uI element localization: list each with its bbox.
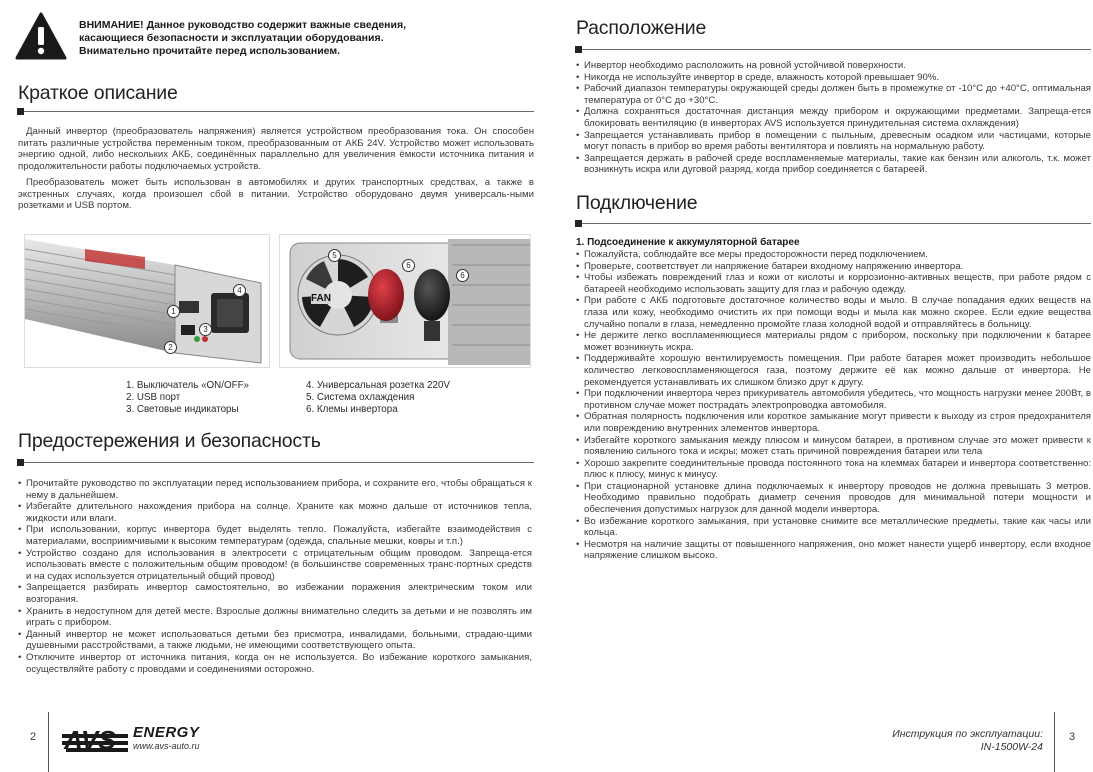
brief-rule-mark [17,108,24,115]
brief-paragraph: Преобразователь может быть использован в автомобилях и других транспортных средствах, а также в экстренных случаях, когда произошел сбой в питании. Устройство оборудовано двумя универсаль-ными розетками и USB портом. [18,177,534,212]
list-item: • Запрещается держать в рабочей среде воспламеняемые материалы, такие как бензин или алкоголь, т.к. может возникнуть искра или дуговой разряд, когда прибор соединяется с батареей. [576,153,1091,176]
warning-box [15,12,535,70]
list-item: • Хорошо закрепите соединительные провода постоянного тока на клеммах батареи и инвертора соответственно: плюс к плюсу, минус к минусу. [576,458,1091,481]
list-item: • Чтобы избежать повреждений глаз и кожи от кислоты и коррозионно-активных веществ, при работе рядом с батареей необходимо использовать защиту для глаз и рабочую одежду. [576,272,1091,295]
safety-list [18,478,532,675]
right-page [546,0,1093,772]
warning-line: касающиеся безопасности и эксплуатации оборудования. [79,32,384,44]
fan-label: FAN [311,293,331,304]
list-item: • Данный инвертор не может использоваться детьми без присмотра, инвалидами, больными, страдаю-щими душевными расстройствами, а также людьми, не имеющими соответствующего опыта. [18,629,532,652]
list-item: • Обратная полярность подключения или короткое замыкание могут привести к выходу из строя предохранителя или повреждению внутренних элементов инвертора. [576,411,1091,434]
list-item: • При стационарной установке длина подключаемых к инвертору проводов не должна превышать 3 метров. Необходимо правильно подобрать диаметр сечения проводов для минимальной потери мощности и обеспечения допустимых нагрузок для данной модели инвертора. [576,481,1091,516]
callout: 6 [402,259,415,272]
legend-item: 4. Универсальная розетка 220V [306,380,450,391]
brief-paragraph: Данный инвертор (преобразователь напряжения) является устройством преобразования тока. Он способен питать различные устройства переменным током, преобразованным от АКБ 24V. Устройство может использовать энергию одной, либо нескольких АКБ, соединённых параллельно для увеличения ёмкости источника питания и продолжительности работы подключаемых устройств. [18,126,534,172]
list-item: • Пожалуйста, соблюдайте все меры предосторожности перед подключением. [576,249,1091,261]
callout: 5 [328,249,341,262]
connection-title: Подключение [576,192,698,214]
warning-text [79,19,519,58]
inverter-front-photo [24,234,270,368]
brief-title: Краткое описание [18,82,178,104]
legend-left [126,380,296,417]
connection-rule [576,223,1091,224]
list-item: • Избегайте короткого замыкания между плюсом и минусом батареи, в противном случае это может привести к появлению сильного тока и искры; может стать причиной повреждения батареи или тела [576,435,1091,458]
safety-rule [18,462,534,463]
list-item: • При работе с АКБ подготовьте достаточное количество воды и мыло. В случае попадания едких веществ на глаза или кожу, необходимо очистить их при помощи воды и мыла как можно скорее. Если едкие вещества случайно попали в глаза, немедленно промойте глаза холодной водой и отправляйтесь в больницу. [576,295,1091,330]
warning-line: ВНИМАНИЕ! Данное руководство содержит важные сведения, [79,19,407,31]
inverter-back-photo [279,234,531,368]
legend-item: 2. USB порт [126,392,181,404]
list-item: • Проверьте, соответствует ли напряжение батареи входному напряжению инвертора. [576,261,1091,273]
list-item: • Устройство создано для использования в электросети с отрицательным общим проводом. Запреща-ется использовать вместе с положительным общим проводом! (в большинстве современных транс-портных средств и на судах используется отрицательный общий провод) [18,548,532,583]
footer-divider [48,712,49,772]
callout: 2 [164,341,177,354]
safety-title: Предостережения и безопасность [18,430,321,452]
manual-reference [892,728,1043,754]
list-item: • Прочитайте руководство по эксплуатации перед использованием прибора, и сохраните его, чтобы обращаться к нему в дальнейшем. [18,478,532,501]
list-item: • Запрещается разбирать инвертор самостоятельно, во избежании поражения электрическим током или возгорания. [18,582,532,605]
list-item: • Никогда не используйте инвертор в среде, влажность которой превышает 90%. [576,72,1091,84]
list-item: • Поддерживайте хорошую вентилируемость помещения. При работе батарея может производить небольшое количество легковоспламеняющегося газа, поэтому держите её как можно дальше от инвертора. Не рекомендуется устанавливать их слишком близко друг к другу. [576,353,1091,388]
connection-rule-mark [575,220,582,227]
list-item: • Рабочий диапазон температуры окружающей среды должен быть в промежутке от -10°С до +40°С, оптимальная температура от 0°С до +30°С. [576,83,1091,106]
list-item: • Хранить в недоступном для детей месте. Взрослые должны внимательно следить за детьми и не позволять им играть с прибором. [18,606,532,629]
list-item: • Запрещается устанавливать прибор в помещении с пыльным, древесным осадком или частицами, которые могут попасть в прибор во время работы вентилятора и повлиять на нормальную работу. [576,130,1091,153]
legend-item: 1. Выключатель «ON/OFF» [126,380,249,391]
logo-avs: AVS [64,725,116,755]
legend-right [306,380,506,417]
placement-title: Расположение [576,17,707,39]
brief-rule [18,111,534,112]
callout: 6 [456,269,469,282]
connection-subtitle: 1. Подсоединение к аккумуляторной батарее [576,237,800,248]
manual-line: Инструкция по эксплуатации: [892,728,1043,740]
legend-item: 6. Клемы инвертора [306,404,398,416]
footer-divider [1054,712,1055,772]
placement-rule [576,49,1091,50]
list-item: • Отключите инвертор от источника питания, когда он не используется. Во избежание короткого замыкания, осуществляйте работу с проводами и соединениями осторожно. [18,652,532,675]
list-item: • При подключении инвертора через прикуриватель автомобиля убедитесь, что мощность нагрузки менее 200Вт, в противном случае может пострадать электропроводка автомобиля. [576,388,1091,411]
list-item: • Во избежание короткого замыкания, при установке снимите все металлические предметы, такие как часы или кольца. [576,516,1091,539]
list-item: • При использовании, корпус инвертора будет выделять тепло. Пожалуйста, избегайте взаимодействия с материалами, восприимчивыми к высоким температурам (одежда, спальные мешки, ковры и т.п.) [18,524,532,547]
page-number-right: 3 [1069,731,1076,743]
page-number-left: 2 [30,731,37,743]
callout: 3 [199,323,212,336]
left-page [0,0,546,772]
manual-model: IN-1500W-24 [980,741,1043,753]
connection-list [576,249,1091,562]
list-item: • Избегайте длительного нахождения прибора на солнце. Храните как можно дальше от источников тепла, жидкости или влаги. [18,501,532,524]
placement-list [576,60,1091,176]
legend-item: 3. Световые индикаторы [126,404,239,416]
logo-energy: ENERGY [133,724,200,741]
list-item: • Несмотря на наличие защиты от повышенного напряжения, оно может нанести ущерб инвертору, если входное напряжение слишком высоко. [576,539,1091,562]
placement-rule-mark [575,46,582,53]
legend-item: 5. Система охлаждения [306,392,415,404]
safety-rule-mark [17,459,24,466]
warning-triangle-icon [15,12,67,62]
list-item: • Должна сохраняться достаточная дистанция между прибором и окружающими предметами. Запреща-ется блокировать вентиляцию (в инверторах AVS используется принудительная система охлаждения) [576,106,1091,129]
list-item: • Не держите легко воспламеняющиеся материалы рядом с прибором, поскольку при подключении к батарее может возникнуть искра. [576,330,1091,353]
warning-line: Внимательно прочитайте перед использованием. [79,45,341,57]
list-item: • Инвертор необходимо расположить на ровной устойчивой поверхности. [576,60,1091,72]
website-url: www.avs-auto.ru [133,741,200,751]
callout: 4 [233,284,246,297]
callout: 1 [167,305,180,318]
